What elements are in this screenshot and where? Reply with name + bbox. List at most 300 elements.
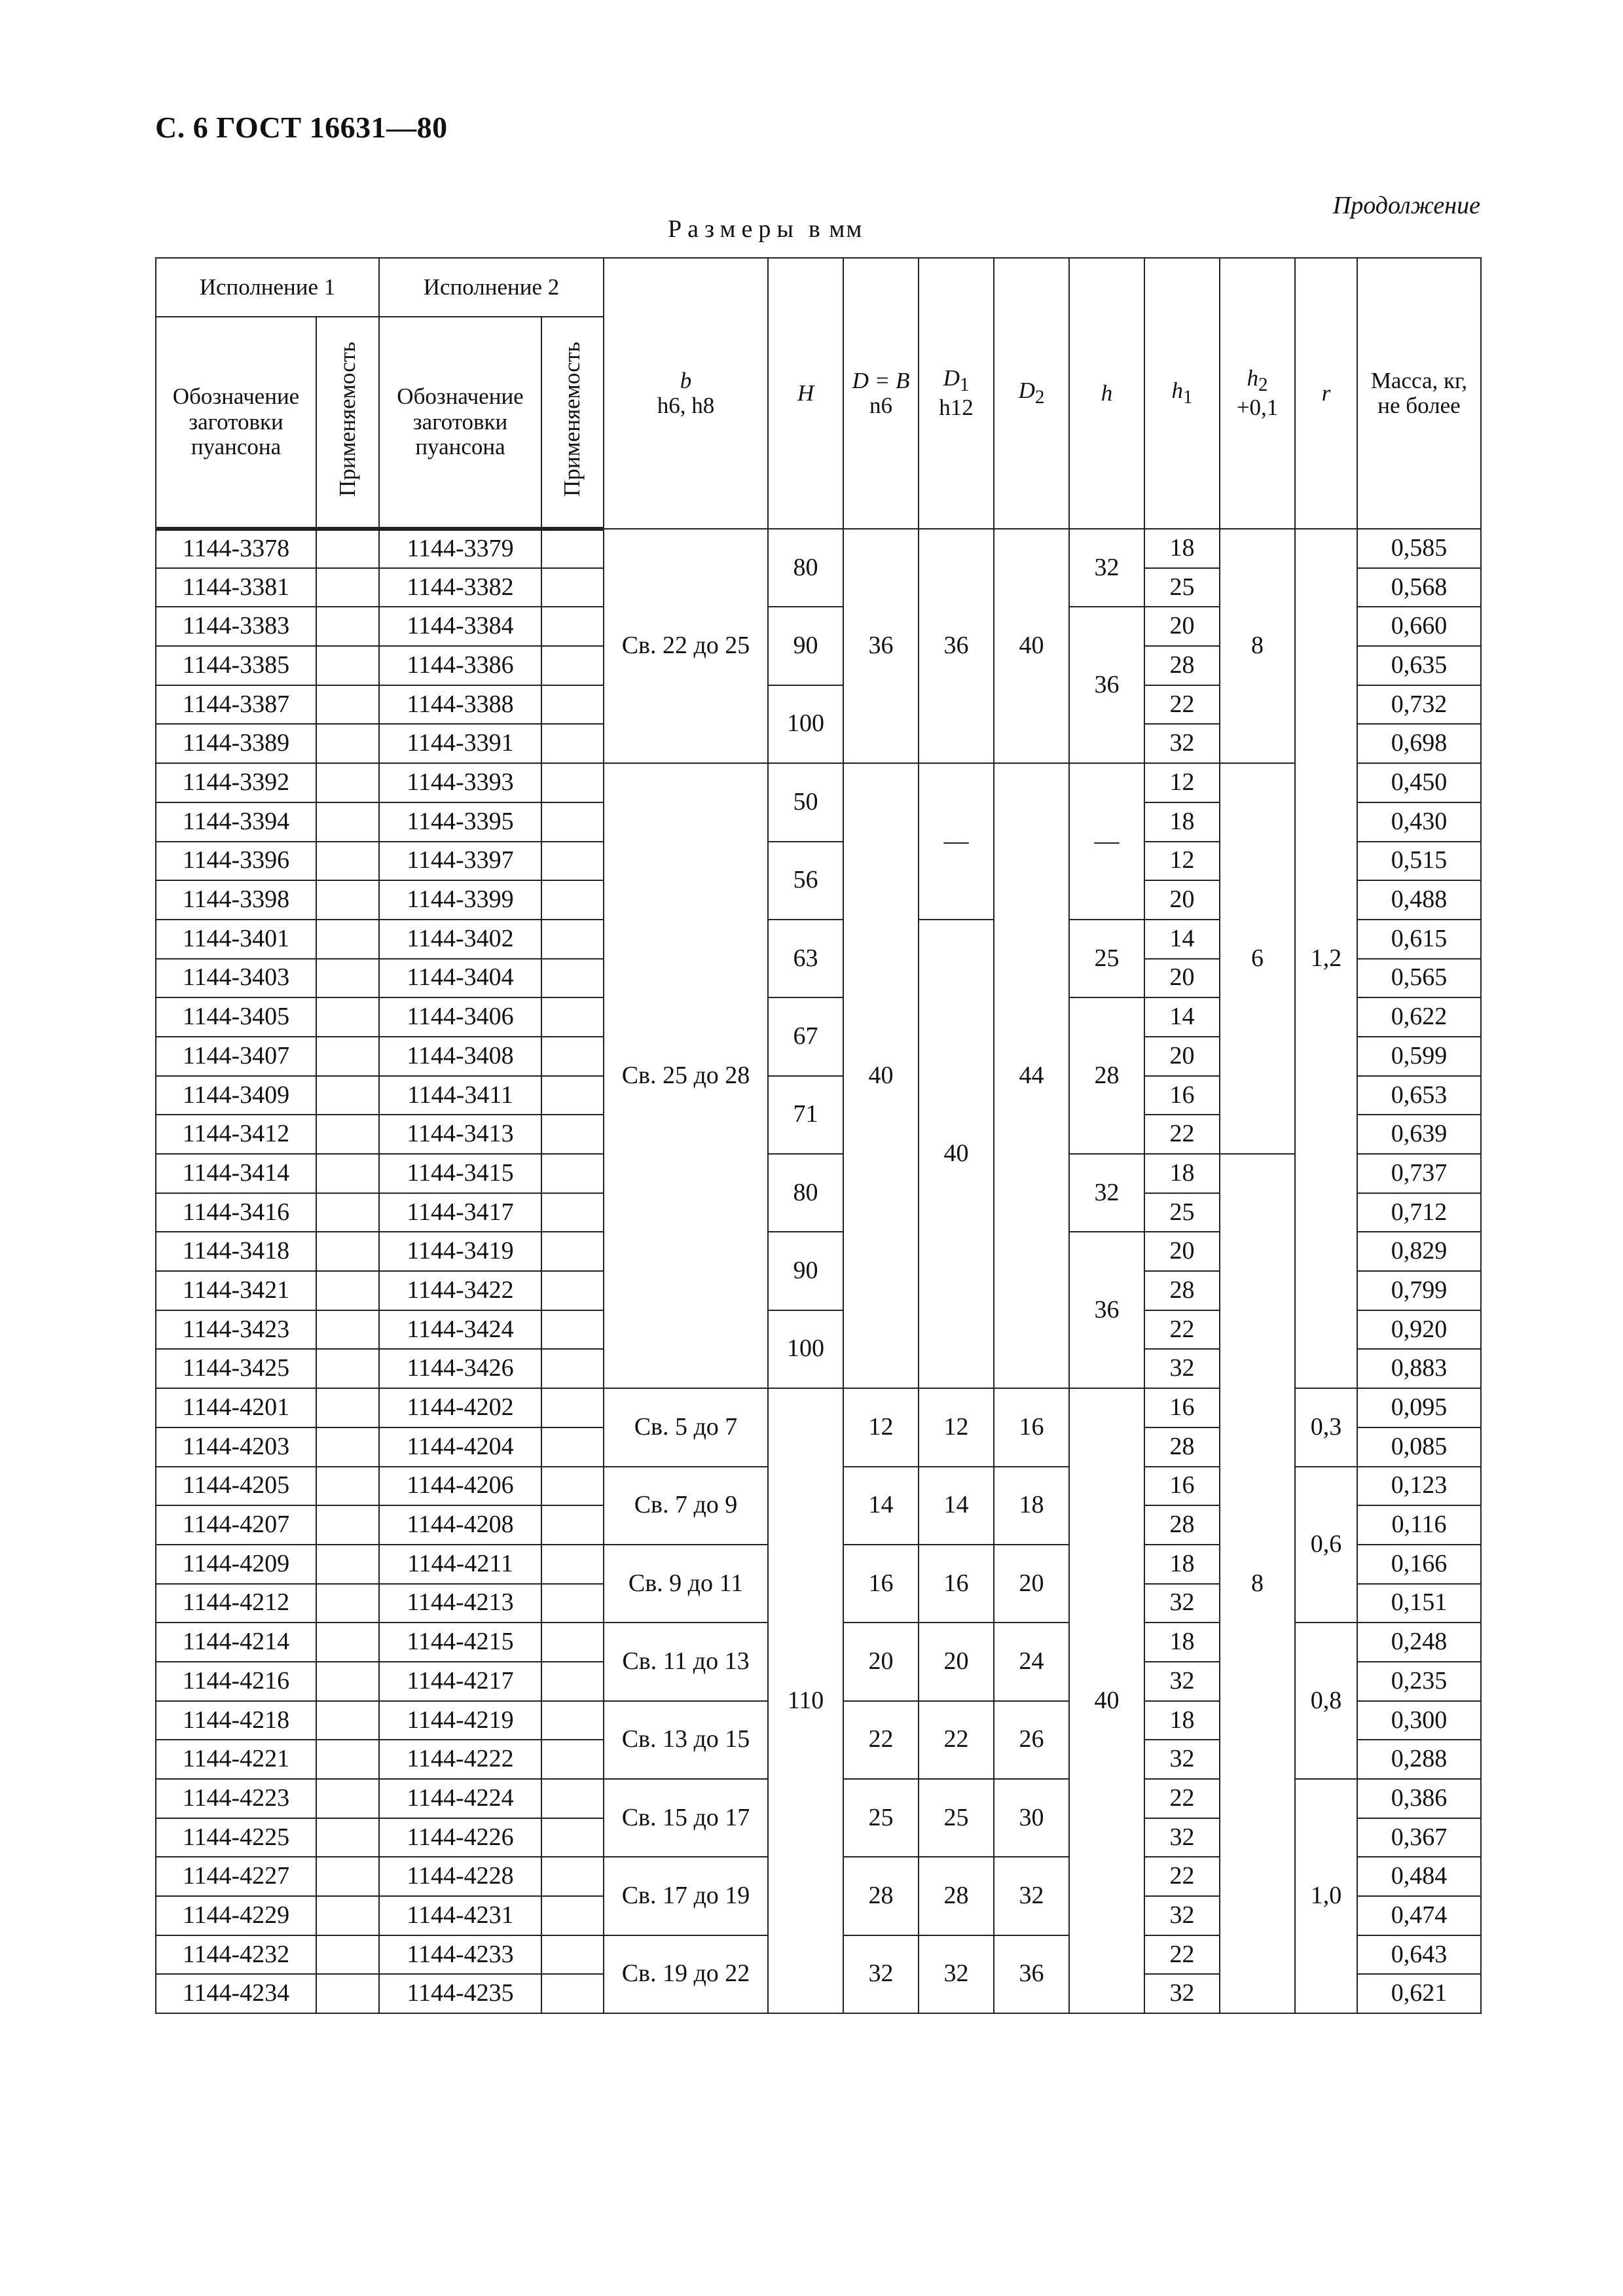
exec2-designation-cell: 1144-3417 [379,1193,541,1232]
mass-cell: 0,235 [1357,1662,1481,1701]
h1-cell: 16 [1144,1076,1220,1115]
r-header [1295,258,1357,529]
mass-cell: 0,484 [1357,1857,1481,1896]
mass-cell: 0,737 [1357,1154,1481,1193]
D2-subscript: 2 [1034,387,1045,408]
exec2-designation-cell: 1144-4217 [379,1662,541,1701]
exec1-designation-cell: 1144-3407 [156,1037,316,1076]
h1-cell: 18 [1144,529,1220,568]
exec1-applicability-cell [316,1388,379,1427]
DB-symbol: D = B [852,367,910,393]
exec1-designation-cell: 1144-4232 [156,1935,316,1975]
h2-symbol: h [1247,365,1258,391]
D1-tolerance: h12 [939,395,974,421]
exec1-applicability-cell [316,920,379,959]
mass-cell: 0,639 [1357,1115,1481,1154]
D2-cell: 40 [994,529,1069,763]
b-symbol: b [680,367,692,393]
exec2-designation-cell: 1144-4224 [379,1779,541,1818]
exec1-designation-cell: 1144-3418 [156,1232,316,1271]
D2-cell: 32 [994,1857,1069,1935]
exec1-applicability-cell [316,1154,379,1193]
h1-symbol: h [1171,378,1183,404]
exec2-applicability-cell [541,1505,604,1545]
exec1-designation-cell: 1144-4221 [156,1740,316,1779]
exec2-applicability-cell [541,1818,604,1857]
DB-cell: 36 [843,529,919,763]
h1-cell: 25 [1144,1193,1220,1232]
D1-cell: 32 [919,1935,994,2013]
h1-cell: 32 [1144,1896,1220,1935]
exec1-designation-cell: 1144-4223 [156,1779,316,1818]
mass-cell: 0,568 [1357,568,1481,607]
exec2-designation-cell: 1144-4202 [379,1388,541,1427]
exec1-designation-cell: 1144-3387 [156,685,316,725]
DB-cell: 32 [843,1935,919,2013]
h1-cell: 22 [1144,685,1220,725]
h1-cell: 20 [1144,959,1220,998]
h1-cell: 12 [1144,763,1220,802]
exec1-designation-cell: 1144-3383 [156,607,316,646]
exec1-applicability-cell [316,1076,379,1115]
exec2-applicability-cell [541,568,604,607]
H-cell: 80 [768,529,843,607]
exec1-applicability-cell [316,685,379,725]
exec1-designation-cell: 1144-4218 [156,1701,316,1740]
continuation-label: Продолжение [1332,192,1480,219]
mass-cell: 0,430 [1357,802,1481,842]
exec2-applicability-cell [541,880,604,920]
exec2-designation-cell: 1144-3391 [379,724,541,763]
exec2-applicability-cell [541,763,604,802]
DB-cell: 16 [843,1545,919,1623]
exec2-applicability-cell [541,1662,604,1701]
page-header: С. 6 ГОСТ 16631—80 [155,111,448,144]
exec1-applicability-cell [316,1193,379,1232]
DB-cell: 25 [843,1779,919,1857]
h1-cell: 16 [1144,1388,1220,1427]
h2-cell: 6 [1220,763,1295,1154]
h1-cell: 28 [1144,1427,1220,1467]
DB-header [843,258,919,529]
exec2-designation-cell: 1144-3379 [379,529,541,568]
mass-cell: 0,248 [1357,1623,1481,1662]
b-tolerance: h6, h8 [657,393,715,418]
DB-cell: 22 [843,1701,919,1779]
exec1-designation-cell: 1144-3412 [156,1115,316,1154]
h-cell: 36 [1069,1232,1144,1388]
exec2-applicability-cell [541,1584,604,1623]
exec1-applicability-label: Применяемость [334,342,360,497]
exec1-designation-cell: 1144-3389 [156,724,316,763]
exec2-designation-cell: 1144-4231 [379,1896,541,1935]
exec2-designation-cell: 1144-4235 [379,1974,541,2013]
dimensions-table [155,257,1482,2014]
mass-cell: 0,635 [1357,646,1481,685]
exec1-designation-cell: 1144-4212 [156,1584,316,1623]
units-caption [668,215,863,243]
D1-cell: 16 [919,1545,994,1623]
DB-cell: 14 [843,1467,919,1545]
mass-cell: 0,450 [1357,763,1481,802]
table-row [156,1154,1481,1193]
mass-cell: 0,474 [1357,1896,1481,1935]
D2-cell: 20 [994,1545,1069,1623]
units-caption-word: Размеры [668,215,799,243]
exec2-designation-header: Обозначение заготовки пуансона [379,317,541,529]
exec2-designation-cell: 1144-4213 [379,1584,541,1623]
exec2-applicability-label: Применяемость [559,342,585,497]
exec1-designation-cell: 1144-3405 [156,997,316,1037]
h1-cell: 20 [1144,1232,1220,1271]
exec1-applicability-cell [316,1505,379,1545]
exec1-applicability-cell [316,1545,379,1584]
exec1-designation-cell: 1144-3403 [156,959,316,998]
h1-cell: 22 [1144,1857,1220,1896]
exec2-designation-cell: 1144-3426 [379,1349,541,1388]
mass-cell: 0,920 [1357,1310,1481,1350]
H-cell: 100 [768,685,843,763]
exec1-applicability-cell [316,842,379,881]
h-cell: 32 [1069,1154,1144,1232]
exec1-applicability-cell [316,1467,379,1506]
exec2-applicability-cell [541,1974,604,2013]
exec2-applicability-cell [541,1232,604,1271]
exec2-designation-cell: 1144-3402 [379,920,541,959]
D1-cell: 40 [919,920,994,1388]
h1-cell: 18 [1144,1701,1220,1740]
exec1-designation-cell: 1144-4227 [156,1857,316,1896]
D1-header [919,258,994,529]
h-header [1069,258,1144,529]
h2-subscript: 2 [1258,374,1268,396]
exec2-applicability-cell [541,1154,604,1193]
h1-cell: 32 [1144,724,1220,763]
exec1-designation-cell: 1144-4205 [156,1467,316,1506]
exec1-applicability-header [316,317,379,529]
mass-cell: 0,732 [1357,685,1481,725]
exec2-applicability-cell [541,685,604,725]
exec2-designation-cell: 1144-3424 [379,1310,541,1350]
mass-cell: 0,653 [1357,1076,1481,1115]
h-cell: 32 [1069,529,1144,607]
mass-cell: 0,698 [1357,724,1481,763]
H-cell: 56 [768,842,843,920]
mass-cell: 0,288 [1357,1740,1481,1779]
h1-cell: 28 [1144,646,1220,685]
h1-cell: 12 [1144,842,1220,881]
exec1-applicability-cell [316,1623,379,1662]
exec1-applicability-cell [316,1427,379,1467]
mass-cell: 0,621 [1357,1974,1481,2013]
exec2-applicability-cell [541,724,604,763]
D2-cell: 44 [994,763,1069,1388]
mass-cell: 0,085 [1357,1427,1481,1467]
exec2-designation-cell: 1144-4219 [379,1701,541,1740]
mass-cell: 0,799 [1357,1271,1481,1310]
table-row [156,529,1481,568]
exec1-designation-cell: 1144-4216 [156,1662,316,1701]
exec2-designation-cell: 1144-3408 [379,1037,541,1076]
D2-header [994,258,1069,529]
H-cell: 90 [768,1232,843,1310]
D1-cell: 20 [919,1623,994,1700]
exec2-applicability-cell [541,1701,604,1740]
exec2-applicability-cell [541,1896,604,1935]
exec1-designation-cell: 1144-3381 [156,568,316,607]
mass-cell: 0,565 [1357,959,1481,998]
r-cell: 0,3 [1295,1388,1357,1466]
r-cell: 0,6 [1295,1467,1357,1623]
D1-symbol: D [943,365,960,391]
h1-cell: 14 [1144,997,1220,1037]
exec1-applicability-cell [316,802,379,842]
exec1-applicability-cell [316,997,379,1037]
exec2-designation-cell: 1144-4206 [379,1467,541,1506]
exec1-applicability-cell [316,1740,379,1779]
h1-header [1144,258,1220,529]
exec2-applicability-cell [541,1740,604,1779]
H-cell: 71 [768,1076,843,1154]
exec1-designation-header: Обозначение заготовки пуансона [156,317,316,529]
exec2-designation-cell: 1144-3415 [379,1154,541,1193]
h1-cell: 18 [1144,1154,1220,1193]
mass-header: Масса, кг, не более [1357,258,1481,529]
exec1-designation-cell: 1144-3392 [156,763,316,802]
r-symbol: r [1321,380,1331,406]
D1-cell: 28 [919,1857,994,1935]
h2-cell: 8 [1220,1154,1295,2013]
h1-cell: 28 [1144,1271,1220,1310]
exec1-designation-cell: 1144-3416 [156,1193,316,1232]
exec2-applicability-cell [541,1076,604,1115]
h1-cell: 20 [1144,1037,1220,1076]
exec1-applicability-cell [316,1935,379,1975]
b-cell: Св. 22 до 25 [604,529,768,763]
mass-cell: 0,515 [1357,842,1481,881]
exec2-designation-cell: 1144-4228 [379,1857,541,1896]
exec2-applicability-cell [541,1271,604,1310]
exec1-applicability-cell [316,1115,379,1154]
h-cell: 36 [1069,607,1144,763]
h-symbol: h [1101,380,1113,406]
exec2-designation-cell: 1144-3393 [379,763,541,802]
H-cell: 80 [768,1154,843,1232]
exec2-designation-cell: 1144-3382 [379,568,541,607]
exec2-designation-cell: 1144-3406 [379,997,541,1037]
exec1-applicability-cell [316,1349,379,1388]
exec2-applicability-cell [541,802,604,842]
b-cell: Св. 7 до 9 [604,1467,768,1545]
D1-cell: 36 [919,529,994,763]
exec2-designation-cell: 1144-4226 [379,1818,541,1857]
mass-cell: 0,660 [1357,607,1481,646]
D2-cell: 26 [994,1701,1069,1779]
h1-cell: 25 [1144,568,1220,607]
D2-cell: 24 [994,1623,1069,1700]
exec1-designation-cell: 1144-4207 [156,1505,316,1545]
exec2-designation-cell: 1144-4222 [379,1740,541,1779]
exec1-applicability-cell [316,959,379,998]
h1-cell: 14 [1144,920,1220,959]
mass-cell: 0,829 [1357,1232,1481,1271]
exec2-designation-cell: 1144-3399 [379,880,541,920]
H-cell: 100 [768,1310,843,1388]
exec1-designation-cell: 1144-4229 [156,1896,316,1935]
exec1-designation-cell: 1144-4214 [156,1623,316,1662]
D2-symbol: D [1018,378,1035,404]
h1-cell: 22 [1144,1779,1220,1818]
h1-cell: 32 [1144,1818,1220,1857]
mass-cell: 0,488 [1357,880,1481,920]
mass-cell: 0,622 [1357,997,1481,1037]
exec1-applicability-cell [316,1584,379,1623]
DB-cell: 20 [843,1623,919,1700]
exec1-designation-cell: 1144-3425 [156,1349,316,1388]
exec2-applicability-cell [541,1349,604,1388]
exec2-designation-cell: 1144-3395 [379,802,541,842]
exec1-designation-cell: 1144-4234 [156,1974,316,2013]
mass-cell: 0,599 [1357,1037,1481,1076]
D1-cell: 12 [919,1388,994,1466]
h1-cell: 22 [1144,1115,1220,1154]
h1-cell: 20 [1144,880,1220,920]
h1-cell: 28 [1144,1505,1220,1545]
h1-cell: 18 [1144,1623,1220,1662]
exec1-applicability-cell [316,1310,379,1350]
exec1-applicability-cell [316,607,379,646]
exec2-designation-cell: 1144-3397 [379,842,541,881]
exec1-applicability-cell [316,1857,379,1896]
exec2-applicability-cell [541,1427,604,1467]
exec2-designation-cell: 1144-3413 [379,1115,541,1154]
h1-subscript: 1 [1182,387,1193,408]
exec1-designation-cell: 1144-3401 [156,920,316,959]
b-cell: Св. 17 до 19 [604,1857,768,1935]
DB-cell: 40 [843,763,919,1388]
exec2-designation-cell: 1144-3388 [379,685,541,725]
exec2-designation-cell: 1144-4233 [379,1935,541,1975]
exec2-applicability-cell [541,1935,604,1975]
exec2-designation-cell: 1144-4215 [379,1623,541,1662]
exec2-applicability-cell [541,1623,604,1662]
h2-tolerance: +0,1 [1236,395,1279,421]
DB-cell: 28 [843,1857,919,1935]
exec1-designation-cell: 1144-4201 [156,1388,316,1427]
exec2-designation-cell: 1144-3419 [379,1232,541,1271]
exec1-designation-cell: 1144-3396 [156,842,316,881]
D1-cell: 25 [919,1779,994,1857]
mass-cell: 0,300 [1357,1701,1481,1740]
exec2-header: Исполнение 2 [379,258,604,317]
h-cell: — [1069,763,1144,920]
h-cell: 28 [1069,997,1144,1154]
exec1-applicability-cell [316,1701,379,1740]
exec1-designation-cell: 1144-3398 [156,880,316,920]
h1-cell: 20 [1144,607,1220,646]
b-header [604,258,768,529]
mass-cell: 0,386 [1357,1779,1481,1818]
D1-cell: 22 [919,1701,994,1779]
h1-cell: 22 [1144,1310,1220,1350]
H-cell: 63 [768,920,843,997]
mass-cell: 0,095 [1357,1388,1481,1427]
exec2-applicability-cell [541,646,604,685]
mass-cell: 0,643 [1357,1935,1481,1975]
exec1-designation-cell: 1144-3378 [156,529,316,568]
exec1-applicability-cell [316,1779,379,1818]
H-cell: 110 [768,1388,843,2013]
h1-cell: 32 [1144,1740,1220,1779]
r-cell: 0,8 [1295,1623,1357,1779]
exec1-applicability-cell [316,724,379,763]
exec1-designation-cell: 1144-3414 [156,1154,316,1193]
exec2-applicability-cell [541,1310,604,1350]
exec1-applicability-cell [316,763,379,802]
h-cell: 25 [1069,920,1144,997]
H-header [768,258,843,529]
h1-cell: 32 [1144,1584,1220,1623]
exec2-applicability-cell [541,1193,604,1232]
D1-cell: 14 [919,1467,994,1545]
exec2-applicability-cell [541,1545,604,1584]
exec2-designation-cell: 1144-3404 [379,959,541,998]
exec1-designation-cell: 1144-3421 [156,1271,316,1310]
exec1-applicability-cell [316,1037,379,1076]
mass-cell: 0,615 [1357,920,1481,959]
table-row [156,763,1481,802]
b-cell: Св. 15 до 17 [604,1779,768,1857]
exec1-designation-cell: 1144-3423 [156,1310,316,1350]
exec2-applicability-cell [541,1857,604,1896]
D1-cell: — [919,763,994,920]
exec2-designation-cell: 1144-4208 [379,1505,541,1545]
exec2-applicability-cell [541,1467,604,1506]
exec1-applicability-cell [316,1232,379,1271]
mass-cell: 0,585 [1357,529,1481,568]
b-cell: Св. 25 до 28 [604,763,768,1388]
h1-cell: 18 [1144,1545,1220,1584]
D2-cell: 16 [994,1388,1069,1466]
exec1-applicability-cell [316,1818,379,1857]
h-cell: 40 [1069,1388,1144,2013]
exec2-applicability-cell [541,529,604,568]
exec2-applicability-cell [541,1388,604,1427]
exec2-applicability-cell [541,1037,604,1076]
exec2-applicability-cell [541,920,604,959]
DB-cell: 12 [843,1388,919,1466]
h1-cell: 22 [1144,1935,1220,1975]
mass-cell: 0,367 [1357,1818,1481,1857]
exec1-applicability-cell [316,880,379,920]
exec2-applicability-cell [541,842,604,881]
h2-header [1220,258,1295,529]
exec1-applicability-cell [316,1271,379,1310]
exec2-applicability-cell [541,959,604,998]
exec2-applicability-cell [541,1779,604,1818]
units-caption-unit: в мм [808,215,864,243]
mass-cell: 0,151 [1357,1584,1481,1623]
exec2-designation-cell: 1144-3411 [379,1076,541,1115]
exec1-designation-cell: 1144-4203 [156,1427,316,1467]
exec2-designation-cell: 1144-4204 [379,1427,541,1467]
exec1-applicability-cell [316,568,379,607]
b-cell: Св. 11 до 13 [604,1623,768,1700]
mass-cell: 0,883 [1357,1349,1481,1388]
exec2-designation-cell: 1144-4211 [379,1545,541,1584]
exec2-applicability-header [541,317,604,529]
mass-cell: 0,712 [1357,1193,1481,1232]
